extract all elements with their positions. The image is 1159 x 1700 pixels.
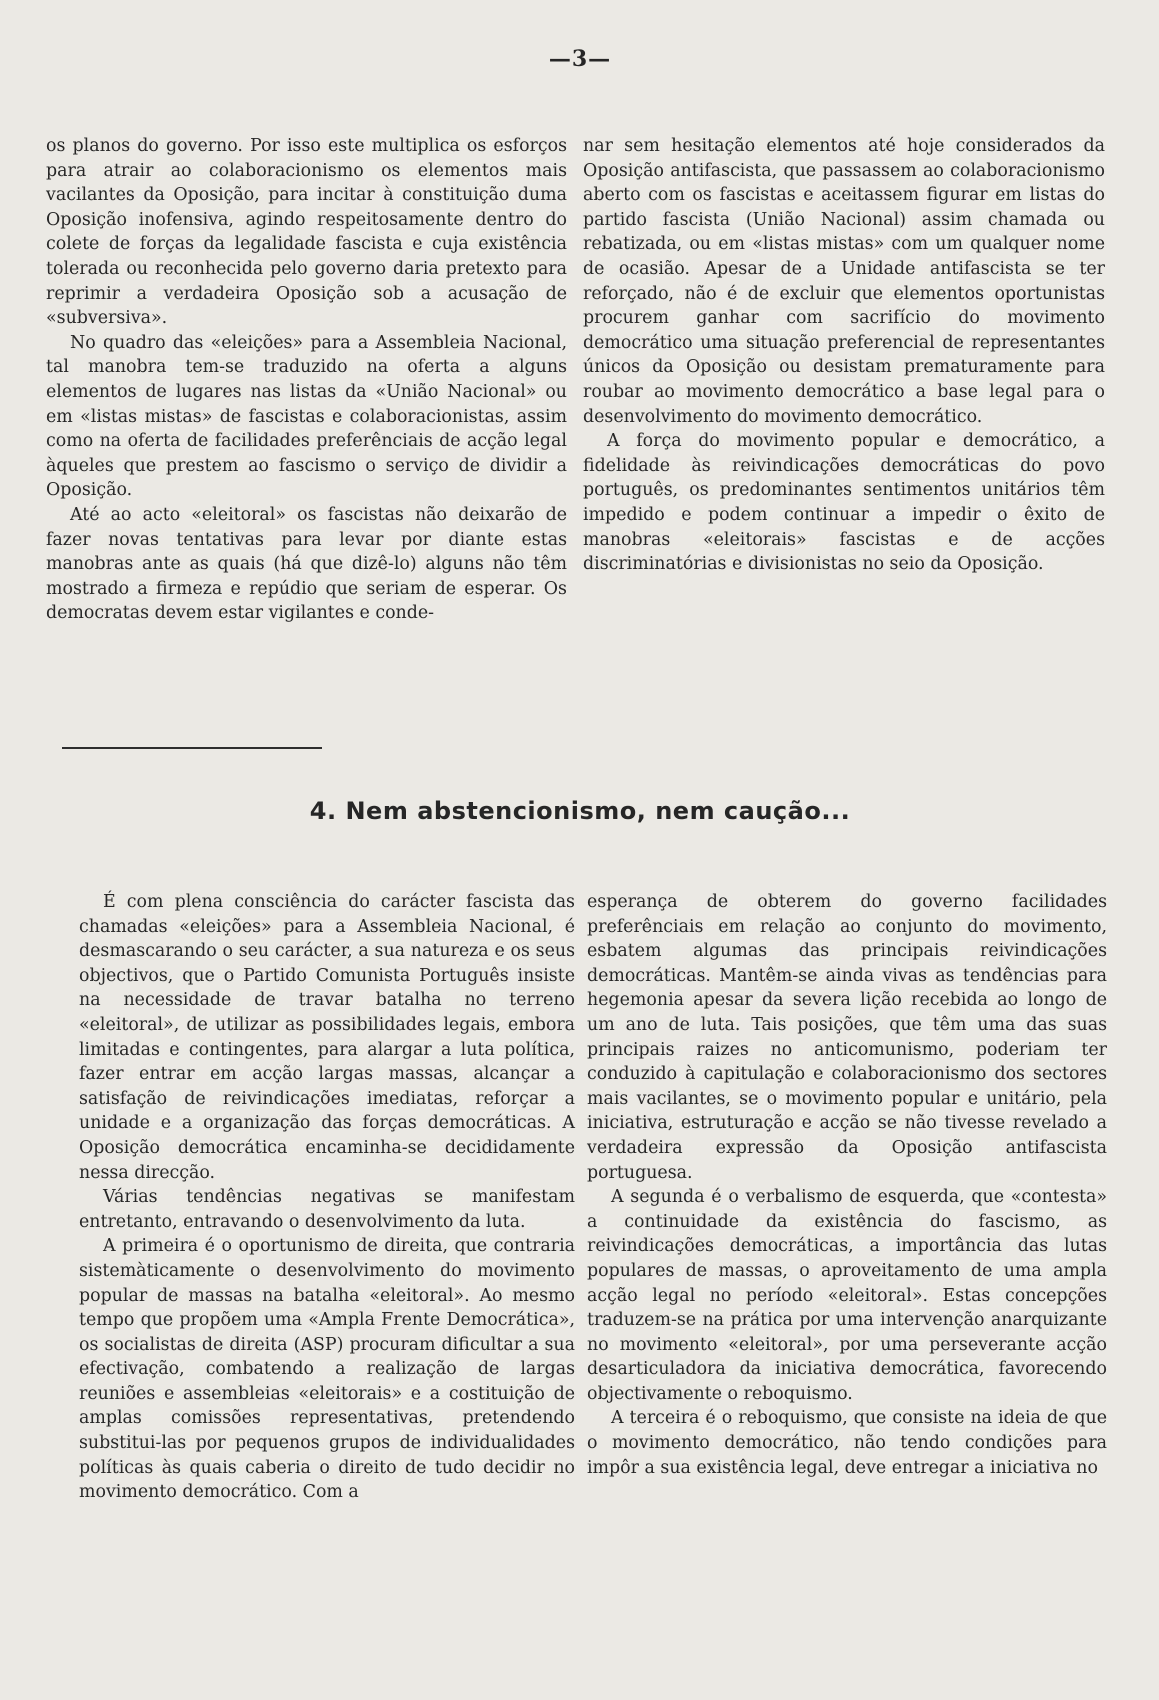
paragraph: Várias tendências negativas se manifestam entretanto, entravando o desenvolvimento da luta. <box>79 1187 575 1232</box>
paragraph: A segunda é o verbalismo de esquerda, que «contesta» a continuidade da existência do fascismo, as reivindicações democráticas, a importância das lutas populares de massas, o aproveitamento de uma ampla acção legal no período «eleitoral». Estas concepções traduzem-se na prática por uma intervenção anarquizante no movimento «eleitoral», por uma perseverante acção desarticuladora da iniciativa democrática, favorecendo objectivamente o reboquismo. <box>587 1187 1107 1404</box>
top-right-column <box>583 134 1105 577</box>
section-heading: 4. Nem abstencionismo, nem caução... <box>309 797 851 825</box>
paragraph: A primeira é o oportunismo de direita, que contraria sistemàticamente o desenvolvimento do movimento popular de massas na batalha «eleitoral». Ao mesmo tempo que propõem uma «Ampla Frente Democrática», os socialistas de direita (ASP) procuram dificultar a sua efectivação, combatendo a realização de largas reuniões e assembleias «eleitorais» e a costituição de amplas comissões representativas, pretendendo substitui-las por pequenos grupos de individualidades políticas às quais caberia o direito de tudo decidir no movimento democrático. Com a <box>79 1236 575 1503</box>
section-divider <box>62 747 322 749</box>
bottom-left-column <box>79 890 575 1505</box>
page-number: —3— <box>548 46 612 72</box>
paragraph: esperança de obterem do governo facilidades preferênciais em relação ao conjunto do movimento, esbatem algumas das principais reivindicações democráticas. Mantêm-se ainda vivas as tendências para hegemonia apesar da severa lição recebida ao longo de um ano de luta. Tais posições, que têm uma das suas principais raizes no anticomunismo, poderiam ter conduzido à capitulação e colaboracionismo dos sectores mais vacilantes, se o movimento popular e unitário, pela iniciativa, estruturação e acção se não tivesse revelado a verdadeira expressão da Oposição antifascista portuguesa. <box>587 892 1107 1183</box>
paragraph: É com plena consciência do carácter fascista das chamadas «eleições» para a Assembleia Nacional, é desmascarando o seu carácter, a sua natureza e os seus objectivos, que o Partido Comunista Português insiste na necessidade de travar batalha no terreno «eleitoral», de utilizar as possibilidades legais, embora limitadas e contingentes, para alargar a luta política, fazer entrar em acção largas massas, alcançar a satisfação de reivindicações imediatas, reforçar a unidade e a organização das forças democráticas. A Oposição democrática encaminha-se decididamente nessa direcção. <box>79 892 575 1183</box>
paragraph: Até ao acto «eleitoral» os fascistas não deixarão de fazer novas tentativas para levar por diante estas manobras ante as quais (há que dizê-lo) alguns não têm mostrado a firmeza e repúdio que seriam de esperar. Os democratas devem estar vigilantes e conde- <box>46 504 567 624</box>
bottom-right-column <box>587 890 1107 1480</box>
paragraph: nar sem hesitação elementos até hoje considerados da Oposição antifascista, que passassem ao colaboracionismo aberto com os fascistas e aceitassem figurar em listas do partido fascista (União Nacional) assim chamada ou rebatizada, ou em «listas mistas» com um qualquer nome de ocasião. Apesar de a Unidade antifascista se ter reforçado, não é de excluir que elementos oportunistas procurem ganhar com sacrifício do movimento democrático uma situação preferencial de representantes únicos da Oposição ou desistam prematuramente para roubar ao movimento democrático a base legal para o desenvolvimento do movimento democrático. <box>583 136 1105 427</box>
paragraph: A força do movimento popular e democrático, a fidelidade às reivindicações democráticas do povo português, os predominantes sentimentos unitários têm impedido e podem continuar a impedir o êxito de manobras «eleitorais» fascistas e de acções discriminatórias e divisionistas no seio da Oposição. <box>583 431 1105 575</box>
paragraph: No quadro das «eleições» para a Assembleia Nacional, tal manobra tem-se traduzido na oferta a alguns elementos de lugares nas listas da «União Nacional» ou em «listas mistas» de fascistas e colaboracionistas, assim como na oferta de facilidades preferênciais de acção legal àqueles que prestem ao fascismo o serviço de dividir a Oposição. <box>46 332 567 501</box>
paragraph: A terceira é o reboquismo, que consiste na ideia de que o movimento democrático, não tendo condições para impôr a sua existência legal, deve entregar a iniciativa no <box>587 1408 1107 1478</box>
top-left-column <box>46 134 567 626</box>
paragraph: os planos do governo. Por isso este multiplica os esforços para atrair ao colaboracionismo os elementos mais vacilantes da Oposição, para incitar à constituição duma Oposição inofensiva, agindo respeitosamente dentro do colete de forças da legalidade fascista e cuja existência tolerada ou reconhecida pelo governo daria pretexto para reprimir a verdadeira Oposição sob a acusação de «subversiva». <box>46 136 567 329</box>
